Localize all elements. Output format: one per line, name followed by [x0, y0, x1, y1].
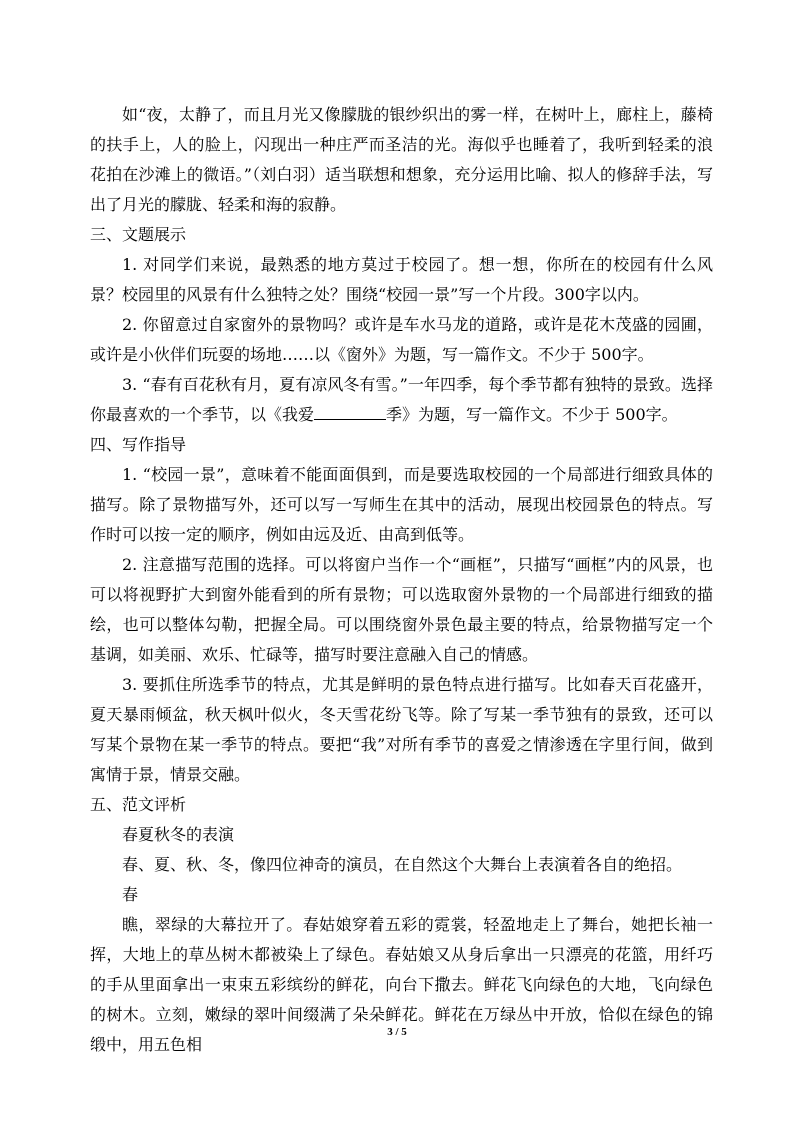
guidance-3-paragraph: 3. 要抓住所选季节的特点，尤其是鲜明的景色特点进行描写。比如春天百花盛开，夏天暴雨倾盆，秋天枫叶似火，冬天雪花纷飞等。除了写某一季节独有的景致，还可以写某个景物在某一季节的特点。要把“我”对所有季节的喜爱之情渗透在字里行间，做到寓情于景，情景交融。 [90, 675, 713, 784]
fill-in-blank [314, 405, 386, 420]
topic-1-paragraph: 1. 对同学们来说，最熟悉的地方莫过于校园了。想一想，你所在的校园有什么风景？校园里的风景有什么独特之处？围绕“校园一景”写一个片段。300字以内。 [90, 255, 713, 304]
page-number: 3 / 5 [387, 1026, 407, 1038]
section-heading-sample: 五、范文评析 [90, 795, 187, 814]
topic-3-paragraph [90, 370, 713, 430]
topic-3-text-start: 3. “春有百花秋有月，夏有凉风冬有雪。”一年四季，每个季节都有独特的景致。选择你最喜欢的一个季节，以《我爱 [90, 375, 713, 424]
guidance-1-paragraph: 1. “校园一景”，意味着不能面面俱到，而是要选取校园的一个局部进行细致具体的描写。除了景物描写外，还可以写一写师生在其中的活动，展现出校园景色的特点。写作时可以按一定的顺序，例如由远及近、由高到低等。 [90, 465, 713, 544]
topic-2-paragraph: 2. 你留意过自家窗外的景物吗？或许是车水马龙的道路，或许是花木茂盛的园圃，或许是小伙伴们玩耍的场地……以《窗外》为题，写一篇作文。不少于 500字。 [90, 315, 713, 364]
section-heading-topics: 三、文题展示 [90, 225, 187, 244]
topic-3-text-end: 季》为题，写一篇作文。不少于 500字。 [386, 405, 678, 424]
guidance-2-paragraph: 2. 注意描写范围的选择。可以将窗户当作一个“画框”，只描写“画框”内的风景，也可以将视野扩大到窗外能看到的所有景物；可以选取窗外景物的一个局部进行细致的描绘，也可以整体勾勒，把握全局。可以围绕窗外景色最主要的特点，给景物描写定一个基调，如美丽、欢乐、忙碌等，描写时要注意融入自己的情感。 [90, 555, 713, 664]
essay-spring-paragraph: 瞧，翠绿的大幕拉开了。春姑娘穿着五彩的霓裳，轻盈地走上了舞台，她把长袖一挥，大地上的草丛树木都被染上了绿色。春姑娘又从身后拿出一只漂亮的花篮，用纤巧的手从里面拿出一束束五彩缤纷的鲜花，向台下撒去。鲜花飞向绿色的大地，飞向绿色的树木。立刻，嫩绿的翠叶间缀满了朵朵鲜花。鲜花在万绿丛中开放，恰似在绿色的锦缎中，用五色相 [90, 915, 713, 1054]
essay-intro-paragraph: 春、夏、秋、冬，像四位神奇的演员，在自然这个大舞台上表演着各自的绝招。 [122, 855, 683, 874]
section-heading-guidance: 四、写作指导 [90, 435, 187, 454]
essay-subheading-spring: 春 [122, 885, 139, 904]
essay-title: 春夏秋冬的表演 [122, 825, 235, 844]
intro-paragraph: 如“夜，太静了，而且月光又像朦胧的银纱织出的雾一样，在树叶上，廊柱上，藤椅的扶手上，人的脸上，闪现出一种庄严而圣洁的光。海似乎也睡着了，我听到轻柔的浪花拍在沙滩上的微语。”（刘白羽）适当联想和想象，充分运用比喻、拟人的修辞手法，写出了月光的朦胧、轻柔和海的寂静。 [90, 105, 713, 214]
document-page [90, 100, 713, 1060]
